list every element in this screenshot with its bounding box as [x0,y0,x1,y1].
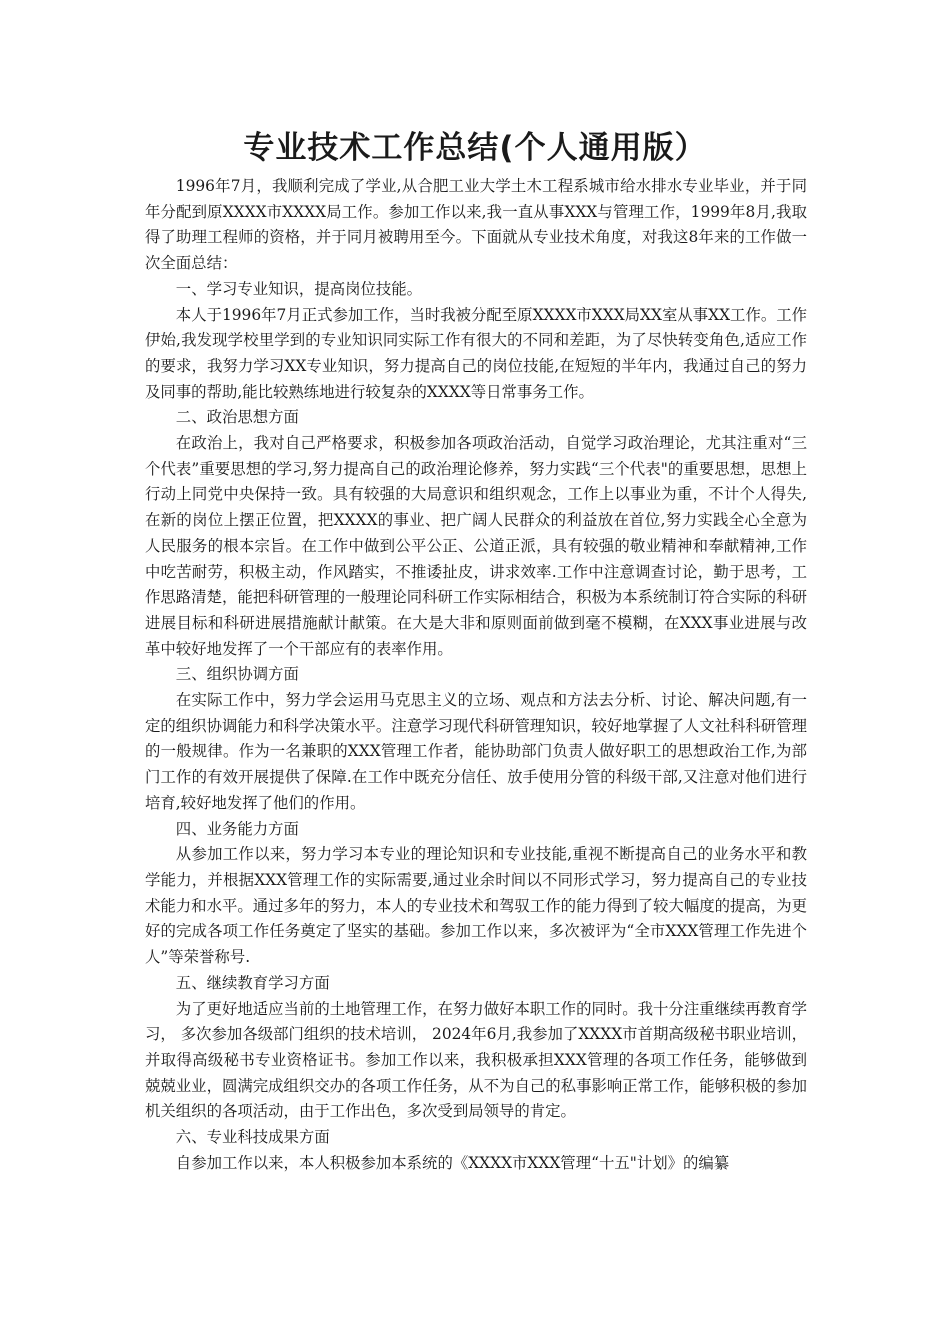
section-heading-2: 二、政治思想方面 [175,408,299,427]
paragraph-section-6: 自参加工作以来，本人积极参加本系统的《XXXX市XXX管理“十五"计划》的编纂 [175,1153,730,1172]
paragraph-intro: 1996年7月，我顺利完成了学业,从合肥工业大学土木工程系城市给水排水专业毕业，并于同年分配到原XXXX市XXXX局工作。参加工作以来,我一直从事XXX与管理工作，1999年8月,我取得了助理工程师的资格，并于同月被聘用至今。下面就从专业技术角度，对我这8年来的工作做一次全面总结： [145,177,807,273]
document-title: 专业技术工作总结(个人通用版） [243,130,707,166]
section-heading-3: 三、组织协调方面 [175,665,299,684]
section-heading-1: 一、学习专业知识，提高岗位技能。 [175,279,423,298]
paragraph-section-1: 本人于1996年7月正式参加工作，当时我被分配至原XXXX市XXX局XX室从事XX工作。工作伊始,我发现学校里学到的专业知识同实际工作有很大的不同和差距，为了尽快转变角色,适应工作的要求，我努力学习XX专业知识，努力提高自己的岗位技能,在短短的半年内，我通过自己的努力及同事的帮助,能比较熟练地进行较复杂的XXXX等日常事务工作。 [145,305,808,401]
section-heading-5: 五、继续教育学习方面 [175,973,330,992]
paragraph-section-3: 在实际工作中，努力学会运用马克思主义的立场、观点和方法去分析、讨论、解决问题,有一定的组织协调能力和科学决策水平。注意学习现代科研管理知识，较好地掌握了人文社科科研管理的一般规律。作为一名兼职的XXX管理工作者，能协助部门负责人做好职工的思想政治工作,为部门工作的有效开展提供了保障.在工作中既充分信任、放手使用分管的科级干部,又注意对他们进行培育,较好地发挥了他们的作用。 [145,691,807,812]
paragraph-section-5: 为了更好地适应当前的土地管理工作，在努力做好本职工作的同时。我十分注重继续再教育学习， 多次参加各级部门组织的技术培训， 2024年6月,我参加了XXXX市首期高级秘书职业培训，并取得高级秘书专业资格证书。参加工作以来，我积极承担XXX管理的各项工作任务，能够做到兢兢业业，圆满完成组织交办的各项工作任务，从不为自己的私事影响正常工作，能够积极的参加机关组织的各项活动，由于工作出色，多次受到局领导的肯定。 [145,999,807,1121]
paragraph-section-4: 从参加工作以来，努力学习本专业的理论知识和专业技能,重视不断提高自己的业务水平和教学能力，并根据XXX管理工作的实际需要,通过业余时间以不同形式学习，努力提高自己的专业技术能力和水平。通过多年的努力，本人的专业技术和驾驭工作的能力得到了较大幅度的提高，为更好的完成各项工作任务奠定了坚实的基础。参加工作以来，多次被评为“全市XXX管理工作先进个人”等荣誉称号. [145,845,807,967]
section-heading-4: 四、业务能力方面 [175,819,299,838]
section-heading-6: 六、专业科技成果方面 [175,1128,330,1147]
document-body [145,174,807,1176]
paragraph-section-2: 在政治上，我对自己严格要求，积极参加各项政治活动，自觉学习政治理论，尤其注重对“三个代表”重要思想的学习,努力提高自己的政治理论修养，努力实践“三个代表"的重要思想，思想上行动上同党中央保持一致。具有较强的大局意识和组织观念，工作上以事业为重，不计个人得失,在新的岗位上摆正位置，把XXXX的事业、把广阔人民群众的利益放在首位,努力实践全心全意为人民服务的根本宗旨。在工作中做到公平公正、公道正派，具有较强的敬业精神和奉献精神,工作中吃苦耐劳，积极主动，作风踏实，不推诿扯皮，讲求效率.工作中注意调查讨论，勤于思考，工作思路清楚，能把科研管理的一般理论同科研工作实际相结合，积极为本系统制订符合实际的科研进展目标和科研进展措施献计献策。在大是大非和原则面前做到毫不模糊，在XXX事业进展与改革中较好地发挥了一个干部应有的表率作用。 [145,434,807,658]
